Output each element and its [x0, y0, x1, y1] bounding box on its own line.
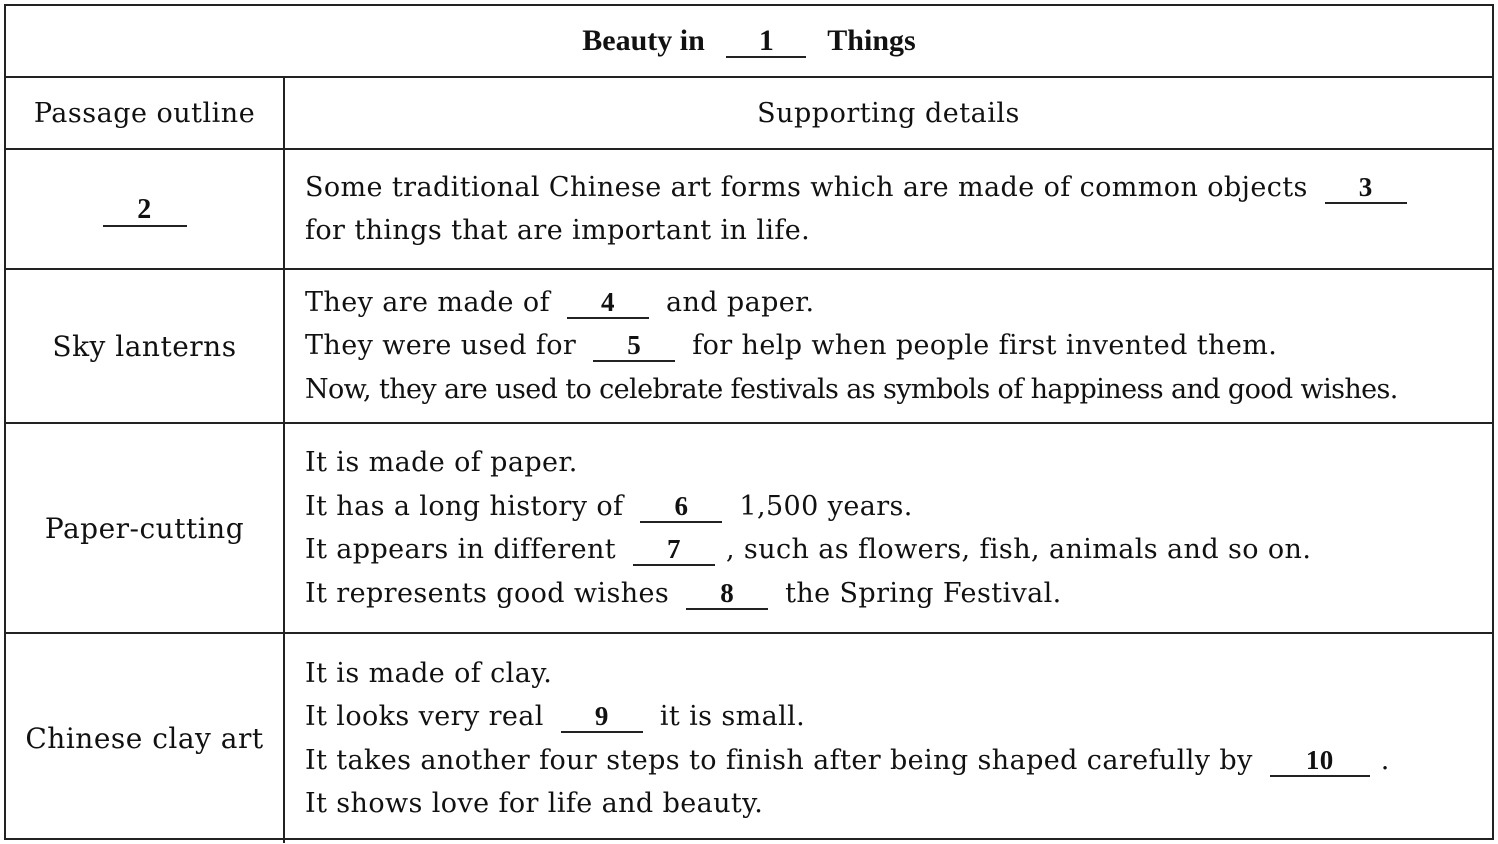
outline-cell	[6, 149, 284, 269]
detail-text: It is made of clay.	[305, 657, 553, 689]
detail-line	[305, 572, 1476, 616]
blank-1: 1	[726, 26, 806, 58]
detail-line	[305, 739, 1476, 783]
detail-text: Some traditional Chinese art forms which are made of common objects	[305, 171, 1308, 203]
title-prefix: Beauty in	[582, 24, 705, 57]
detail-line	[305, 281, 1476, 325]
detail-text: It is made of paper.	[305, 447, 578, 478]
table-row	[6, 269, 1492, 423]
detail-line	[305, 441, 1476, 485]
blank-6: 6	[640, 491, 722, 523]
detail-line	[305, 485, 1476, 529]
detail-text: for help when people first invented them.	[692, 330, 1278, 362]
table-row	[6, 633, 1492, 843]
table-row	[6, 149, 1492, 269]
blank-4: 4	[567, 287, 649, 319]
detail-line	[305, 652, 1476, 696]
detail-text: It looks very real	[305, 701, 544, 732]
detail-text: It has a long history of	[305, 490, 624, 522]
detail-text: They are made of	[305, 286, 550, 318]
outline-table	[6, 6, 1492, 843]
outline-paper-cutting: Paper-cutting	[6, 423, 284, 633]
table-row	[6, 423, 1492, 633]
detail-text: 1,500 years.	[739, 490, 913, 522]
detail-line	[305, 695, 1476, 739]
details-cell	[284, 149, 1492, 269]
detail-text: It appears in different	[305, 534, 616, 565]
header-passage-outline: Passage outline	[6, 77, 284, 149]
detail-line	[305, 782, 1476, 826]
detail-text: it is small.	[659, 701, 806, 732]
details-cell	[284, 269, 1492, 423]
header-supporting-details: Supporting details	[284, 77, 1492, 149]
detail-text: They were used for	[305, 330, 577, 362]
detail-text: It takes another four steps to finish after being shaped carefully by	[305, 744, 1253, 776]
details-cell	[284, 423, 1492, 633]
worksheet-table-frame	[4, 4, 1494, 840]
detail-line	[305, 166, 1476, 210]
detail-line	[305, 528, 1476, 572]
detail-text: , such as flowers, fish, animals and so on.	[725, 534, 1312, 565]
detail-text: .	[1380, 744, 1390, 776]
blank-7: 7	[633, 534, 715, 566]
blank-8: 8	[686, 578, 768, 610]
table-title	[6, 6, 1492, 77]
detail-text: It shows love for life and beauty.	[305, 788, 764, 819]
detail-text: It represents good wishes	[305, 577, 670, 609]
blank-3: 3	[1325, 172, 1407, 204]
detail-text: the Spring Festival.	[785, 577, 1062, 609]
detail-text: and paper.	[665, 286, 815, 318]
details-cell	[284, 633, 1492, 843]
blank-2: 2	[103, 195, 187, 227]
blank-10: 10	[1270, 745, 1370, 777]
blank-9: 9	[561, 701, 643, 733]
detail-line	[305, 209, 1476, 253]
detail-text: Now, they are used to celebrate festivals as symbols of happiness and good wishes.	[305, 373, 1398, 405]
outline-chinese-clay-art: Chinese clay art	[6, 633, 284, 843]
detail-text: for things that are important in life.	[305, 215, 811, 246]
outline-sky-lanterns: Sky lanterns	[6, 269, 284, 423]
detail-line	[305, 368, 1476, 412]
detail-line	[305, 324, 1476, 368]
blank-5: 5	[593, 330, 675, 362]
title-suffix: Things	[827, 24, 916, 57]
